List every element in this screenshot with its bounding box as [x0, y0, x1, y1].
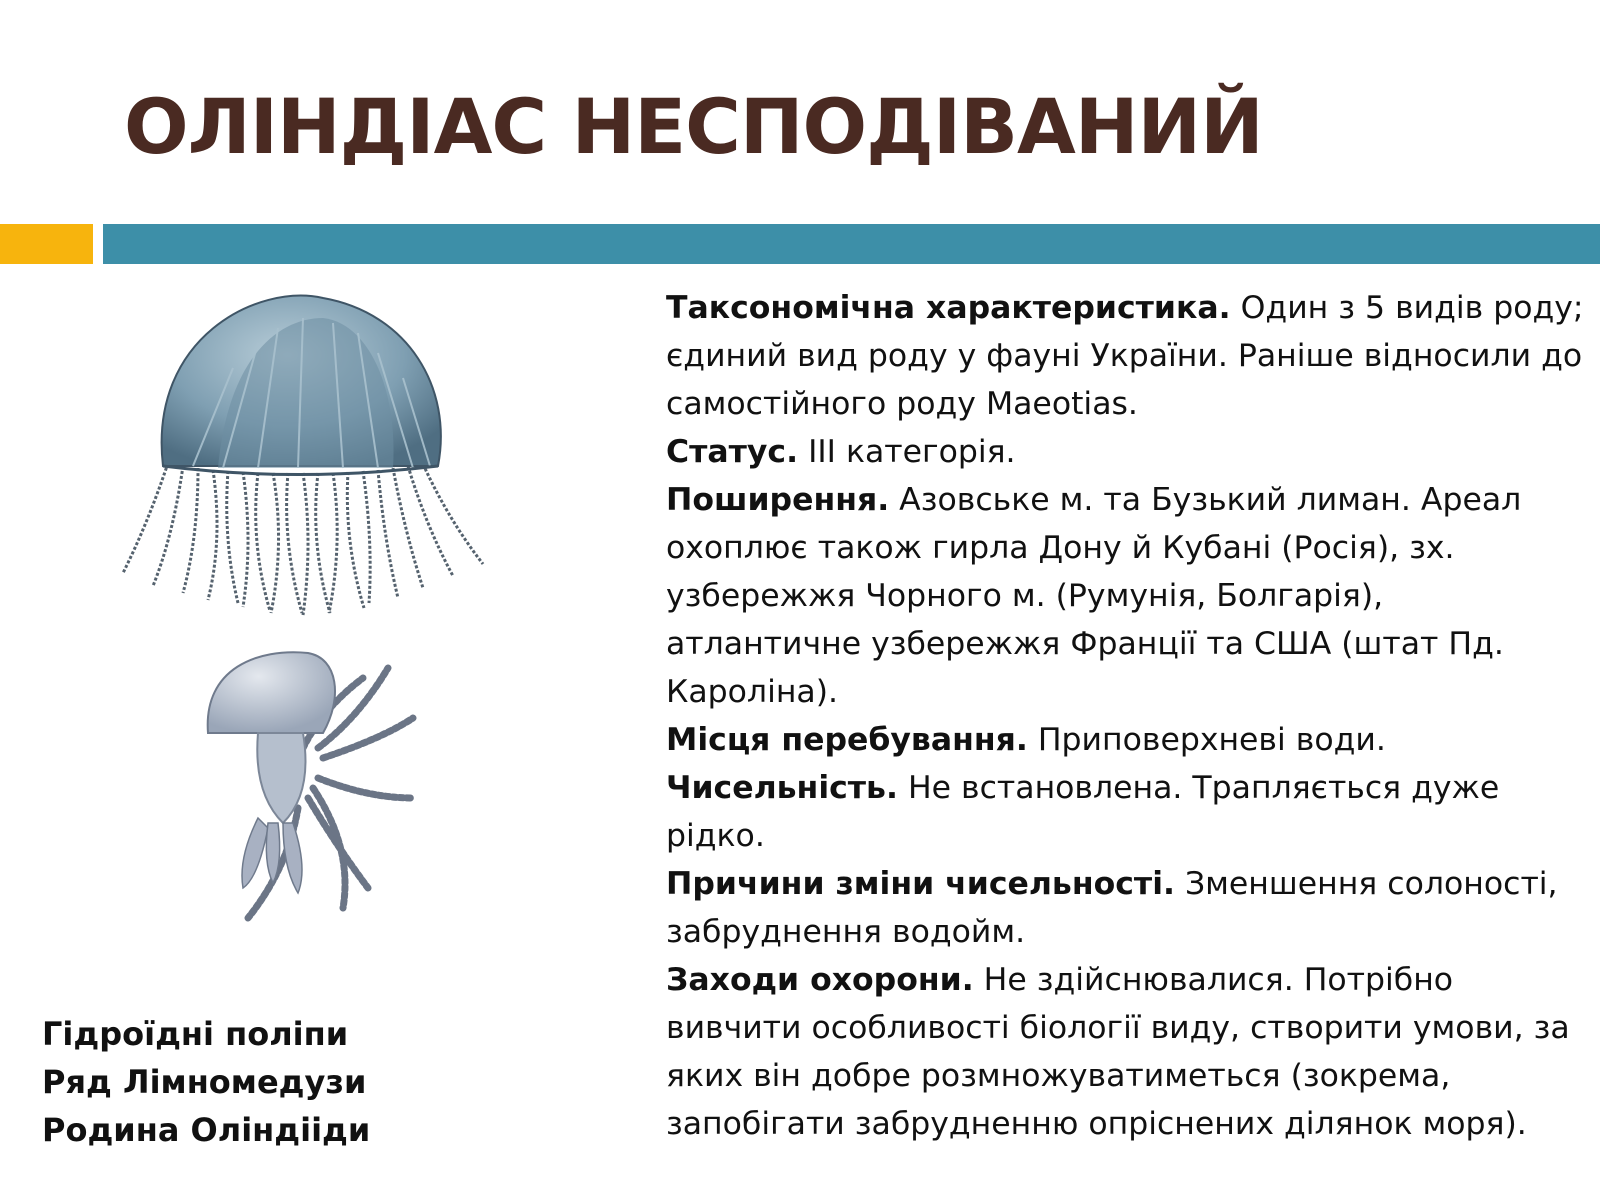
- section-body: Один з 5 видів роду; єдиний вид роду у фауні України. Раніше відносили до самостійного роду Maeotias.: [666, 290, 1584, 422]
- section-label: Заходи охорони.: [666, 962, 974, 998]
- section-body: Не встановлена. Трапляється дуже рідко.: [666, 770, 1500, 854]
- section-body: Не здійснювалися. Потрібно вивчити особливості біології виду, створити умови, за яких він добре розмножуватиметься (зокрема, запобігати забрудненню опріснених ділянок моря).: [666, 962, 1570, 1142]
- section-body: ІІІ категорія.: [798, 434, 1016, 470]
- jellyfish-illustration: [108, 278, 508, 958]
- taxonomy-block: [42, 1010, 370, 1154]
- section-taxonomy: [666, 284, 1586, 428]
- accent-bar-orange: [0, 224, 93, 264]
- slide-title: ОЛІНДІАС НЕСПОДІВАНИЙ: [124, 82, 1263, 171]
- section-label: Чисельність.: [666, 770, 898, 806]
- section-label: Поширення.: [666, 482, 890, 518]
- section-label: Причини зміни чисельності.: [666, 866, 1175, 902]
- section-causes: [666, 860, 1586, 956]
- section-protection: [666, 956, 1586, 1148]
- section-label: Статус.: [666, 434, 799, 470]
- taxonomy-family: Родина Оліндііди: [42, 1111, 371, 1149]
- section-label: Таксономічна характеристика.: [666, 290, 1231, 326]
- section-body: Зменшення солоності, забруднення водойм.: [666, 866, 1558, 950]
- section-body: Азовське м. та Бузький лиман. Ареал охоплює також гирла Дону й Кубані (Росія), зх. узбережжя Чорного м. (Румунія, Болгарія), атлантичне узбережжя Франції та США (штат Пд. Кароліна).: [666, 482, 1522, 710]
- taxonomy-class: Гідроїдні поліпи: [42, 1015, 349, 1053]
- section-habitat: [666, 716, 1586, 764]
- description-text: [666, 284, 1586, 1148]
- section-status: [666, 428, 1586, 476]
- section-body: Приповерхневі води.: [1027, 722, 1386, 758]
- taxonomy-order: Ряд Лімномедузи: [42, 1063, 367, 1101]
- section-distribution: [666, 476, 1586, 716]
- section-label: Місця перебування.: [666, 722, 1028, 758]
- accent-bar-teal: [103, 224, 1600, 264]
- section-population: [666, 764, 1586, 860]
